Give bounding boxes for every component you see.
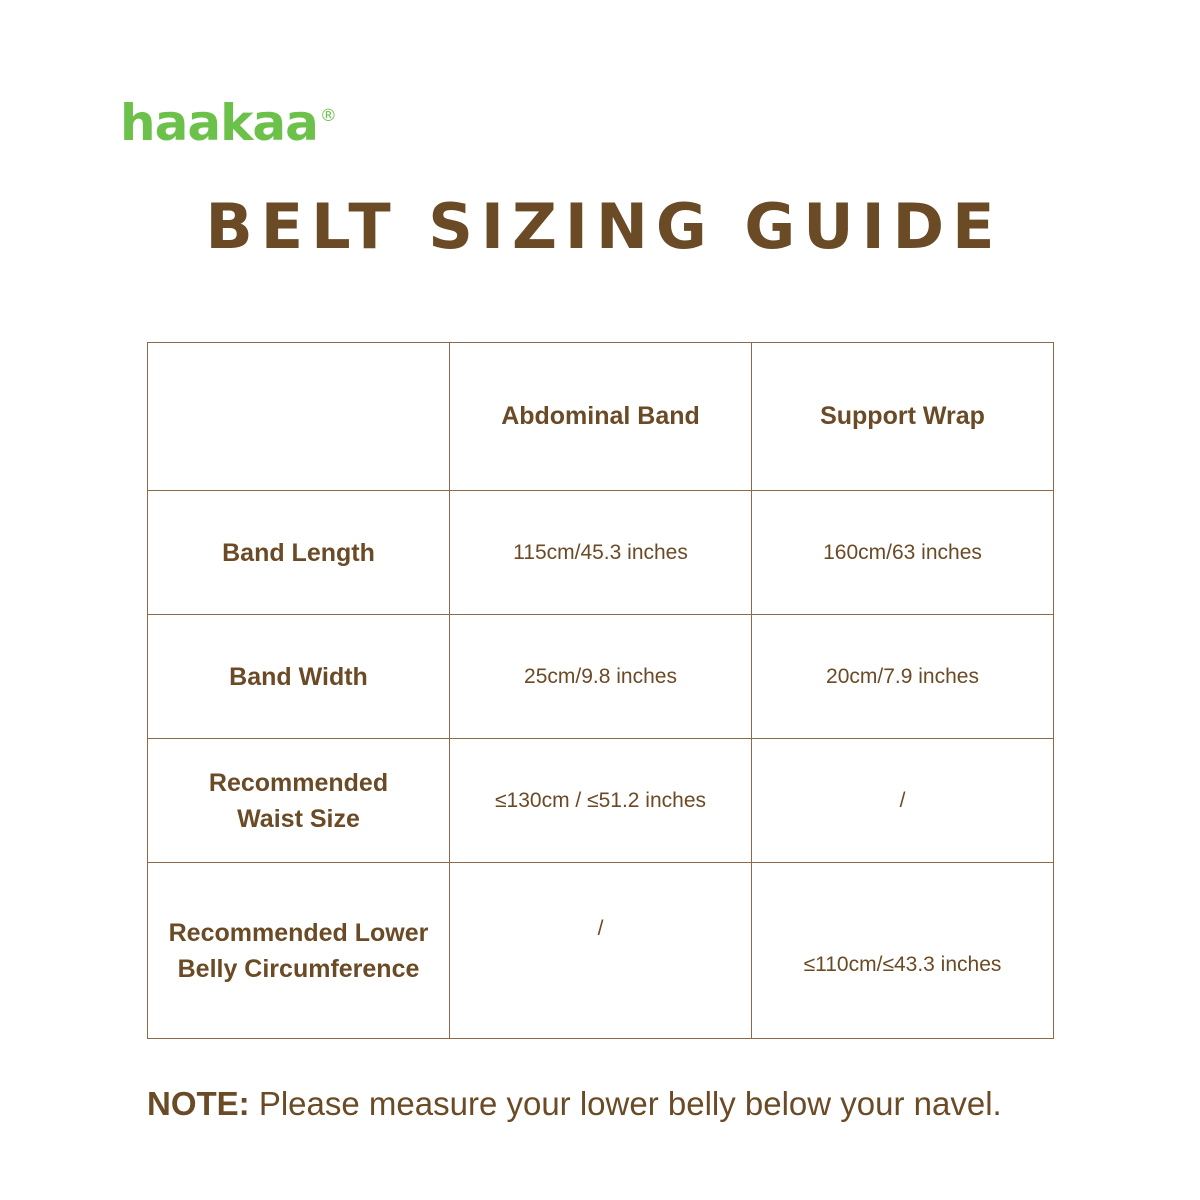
cell-value: ≤110cm/≤43.3 inches <box>803 952 1002 976</box>
row-label-line: Waist Size <box>237 804 360 833</box>
row-label-line: Belly Circumference <box>177 954 420 983</box>
table-row <box>148 739 1054 863</box>
row-label-lower-belly <box>148 863 450 1039</box>
note-text: Please measure your lower belly below your navel. <box>249 1085 1002 1122</box>
row-label-line: Band Length <box>222 538 375 567</box>
cell-support-wrap-belly <box>752 863 1054 1039</box>
cell-value: / <box>597 916 604 940</box>
haakaa-logo <box>120 94 337 152</box>
note-label: NOTE: <box>147 1085 250 1122</box>
row-label-line: Band Width <box>229 662 368 691</box>
cell-abdominal-band-length: 115cm/45.3 inches <box>450 491 752 615</box>
sizing-table <box>147 342 1054 1039</box>
header-abdominal-band: Abdominal Band <box>450 343 752 491</box>
table-row <box>148 615 1054 739</box>
row-label-line: Recommended <box>208 768 389 797</box>
cell-abdominal-band-waist: ≤130cm / ≤51.2 inches <box>450 739 752 863</box>
cell-abdominal-band-width: 25cm/9.8 inches <box>450 615 752 739</box>
cell-support-wrap-length: 160cm/63 inches <box>752 491 1054 615</box>
row-label-band-width <box>148 615 450 739</box>
cell-abdominal-band-belly <box>450 863 752 1039</box>
header-support-wrap: Support Wrap <box>752 343 1054 491</box>
cell-support-wrap-waist: / <box>752 739 1054 863</box>
row-label-band-length <box>148 491 450 615</box>
logo-wordmark: haakaa <box>120 94 318 152</box>
row-label-line: Recommended Lower <box>168 918 429 947</box>
row-label-waist-size <box>148 739 450 863</box>
registered-mark: ® <box>319 106 337 126</box>
page-title: BELT SIZING GUIDE <box>205 190 1003 263</box>
table-row <box>148 863 1054 1039</box>
table-header-row <box>148 343 1054 491</box>
cell-support-wrap-width: 20cm/7.9 inches <box>752 615 1054 739</box>
measurement-note <box>147 1085 1002 1123</box>
table-row <box>148 491 1054 615</box>
header-cell-empty <box>148 343 450 491</box>
